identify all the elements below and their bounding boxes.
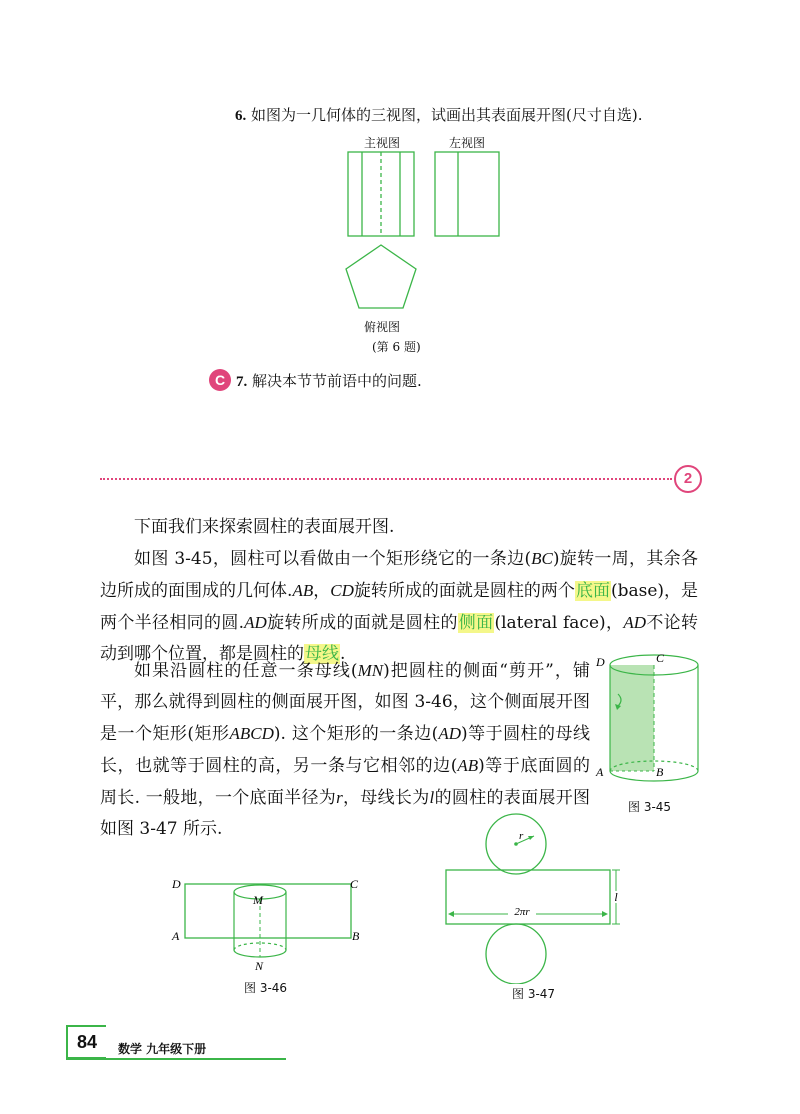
exercise-7-number: 7.	[236, 374, 248, 390]
exercise-6-caption: (第 6 题)	[372, 340, 421, 354]
challenge-c-icon	[208, 368, 232, 392]
p3-mn: MN	[357, 661, 384, 680]
fig346-label-d: D	[172, 877, 181, 891]
front-view	[348, 152, 414, 236]
p2-ad-1: AD	[244, 613, 267, 632]
exercise-7-text: 解决本节节前语中的问题.	[252, 372, 422, 390]
fig346-label-m: M	[253, 893, 263, 907]
section-divider	[100, 478, 672, 480]
term-lateral-face: 侧面	[458, 613, 494, 633]
p2-ab: AB	[292, 581, 314, 600]
paragraph-intro: 下面我们来探索圆柱的表面展开图.	[134, 517, 395, 537]
p3-text-d: )等于圆柱的母线长，也就等于圆柱的高，另一条与它相邻的边(	[100, 724, 590, 776]
p2-text-f: (lateral face)，	[494, 613, 624, 633]
fig346-label-n: N	[255, 959, 264, 973]
p3-text-f: ，母线长为	[342, 788, 430, 808]
bottom-ellipse-front	[610, 771, 698, 781]
figure-3-46-caption: 图 3-46	[244, 981, 288, 995]
rotating-rectangle	[610, 665, 654, 771]
fig347-label-l: l	[614, 890, 618, 904]
p2-text-d: (base)，是两个半径相同的圆.	[100, 581, 699, 633]
p2-ad-2: AD	[623, 613, 646, 632]
footer-rule	[66, 1058, 286, 1060]
p2-text-a: 如图 3-45，圆柱可以看做由一个矩形绕它的一条边(	[134, 549, 532, 569]
fig346-label-c: C	[350, 877, 359, 891]
p2-text-b: )旋转一周，其余各边所成的面围成的几何体.	[100, 549, 698, 601]
p3-text-g: 的圆柱的表面展开图如图 3-47 所示.	[100, 788, 591, 839]
p2-text-c: 旋转所成的面就是圆柱的两个	[353, 581, 575, 601]
term-generatrix: 母线	[305, 644, 339, 664]
p3-abcd: ABCD	[229, 724, 274, 743]
fig345-label-c: C	[656, 651, 665, 665]
left-view-label: 左视图	[449, 136, 486, 150]
fig345-label-b: B	[656, 765, 664, 779]
section-number-badge: 2	[674, 465, 702, 493]
figure-3-47-caption: 图 3-47	[512, 987, 556, 1001]
top-view-pentagon	[346, 245, 416, 308]
p3-text-e: )等于底面圆的周长. 一般地，一个底面半径为	[100, 756, 590, 808]
p2-text-e: 旋转所成的面就是圆柱的	[266, 613, 458, 633]
challenge-icon-letter: C	[214, 372, 226, 388]
p2-bc: BC	[531, 549, 553, 568]
term-base: 底面	[575, 581, 610, 601]
left-view	[435, 152, 499, 236]
fig346-label-b: B	[352, 929, 360, 943]
p2-cd: CD	[330, 581, 354, 600]
fig347-label-circumference: 2πr	[514, 906, 530, 918]
exercise-6-text: 如图为一几何体的三视图，试画出其表面展开图(尺寸自选).	[251, 106, 643, 124]
exercise-7	[236, 370, 422, 391]
figure-3-47-surface-net	[440, 812, 630, 984]
figure-3-45-caption: 图 3-45	[628, 800, 672, 814]
p2-text-g: 不论转动到哪个位置，都是圆柱的	[100, 613, 699, 664]
exercise-6-number: 6.	[235, 108, 247, 124]
figure-3-46-lateral-net	[168, 870, 368, 978]
p3-text-a: 如果沿圆柱的任意一条母线(	[134, 661, 358, 681]
p3-ab: AB	[457, 756, 479, 775]
bottom-circle	[486, 924, 546, 984]
p3-text-b: )把圆柱的侧面“剪开”，铺平，那么就得到圆柱的侧面展开图，如图 3-46，这个侧面展开图是一个矩形(矩形	[100, 661, 590, 744]
p3-ad: AD	[438, 724, 461, 743]
fig345-label-a: A	[596, 765, 604, 779]
fig347-label-r: r	[519, 830, 524, 842]
p2-text-h: .	[340, 644, 346, 664]
fig346-label-a: A	[172, 929, 180, 943]
front-view-label: 主视图	[364, 136, 401, 150]
exercise-6	[235, 104, 643, 125]
p3-r: r	[336, 788, 343, 807]
top-view-label: 俯视图	[364, 320, 401, 334]
p3-text-c: ). 这个矩形的一条边(	[273, 724, 439, 744]
page-number: 84	[66, 1025, 106, 1059]
fig345-label-d: D	[596, 655, 605, 669]
three-view-diagram	[340, 148, 510, 318]
figure-3-45-cylinder	[592, 650, 710, 790]
p2-comma: ，	[313, 581, 331, 601]
book-title: 数学 九年级下册	[118, 1042, 207, 1056]
p3-l: l	[429, 788, 435, 807]
